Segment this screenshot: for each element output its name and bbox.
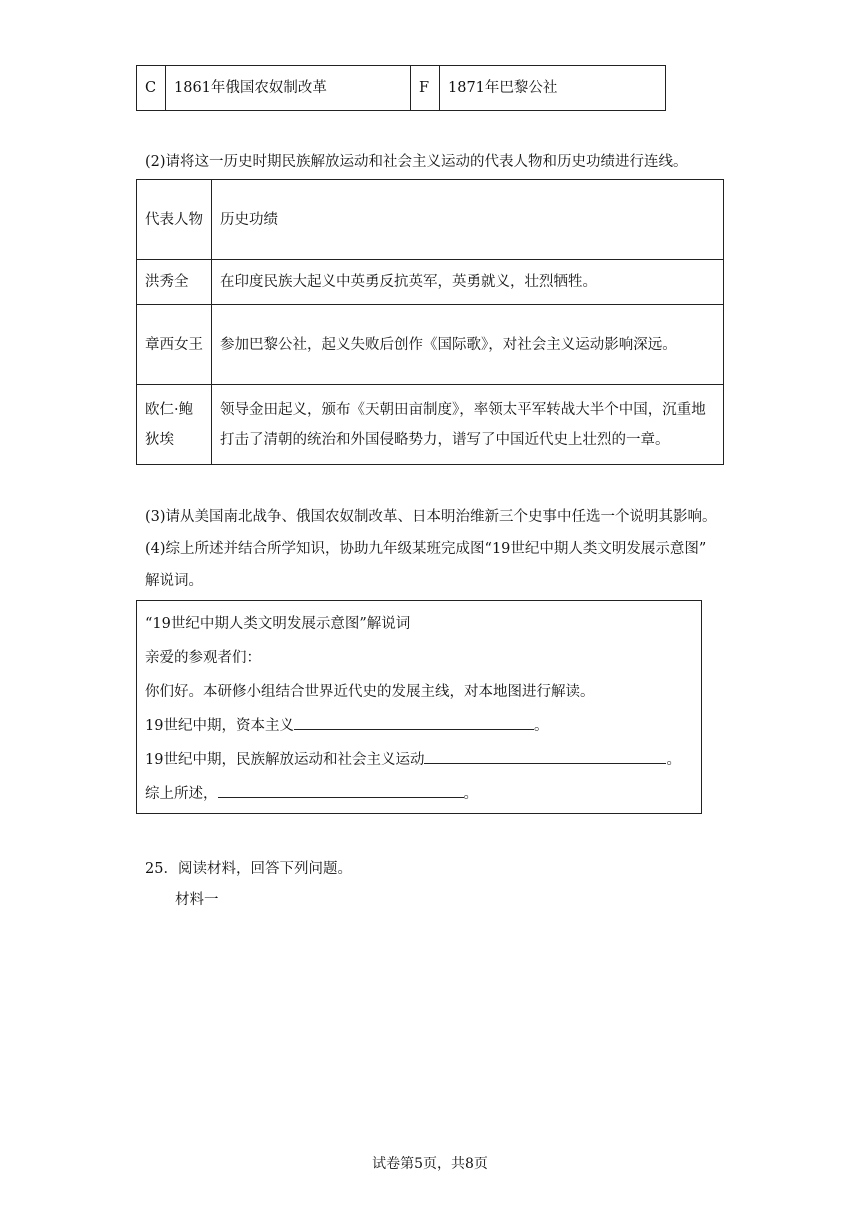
matching-table: [136, 179, 724, 465]
commentary-title: “19世纪中期人类文明发展示意图”解说词: [145, 616, 411, 632]
question-4-line2: 解说词。: [145, 573, 203, 589]
deed-cell: 在印度民族大起义中英勇反抗英军，英勇就义，壮烈牺牲。: [212, 260, 724, 305]
question-2-prompt: (2)请将这一历史时期民族解放运动和社会主义运动的代表人物和历史功绩进行连线。: [145, 154, 688, 170]
header-deed: 历史功绩: [212, 180, 724, 260]
person-cell: 欧仁·鲍狄埃: [137, 385, 212, 465]
commentary-summary-line: [145, 777, 693, 811]
commentary-movements-line: [145, 743, 693, 777]
person-cell: 洪秀全: [137, 260, 212, 305]
header-person: 代表人物: [137, 180, 212, 260]
question-25-stem: 25．阅读材料，回答下列问题。: [145, 861, 352, 877]
answer-blank-capitalism[interactable]: [294, 711, 534, 730]
commentary-box: [136, 600, 702, 814]
question-3: (3)请从美国南北战争、俄国农奴制改革、日本明治维新三个史事中任选一个说明其影响。: [145, 509, 717, 525]
commentary-intro: 你们好。本研修小组结合世界近代史的发展主线，对本地图进行解读。: [145, 684, 595, 700]
period: 。: [463, 786, 478, 802]
summary-label: 综上所述，: [145, 786, 218, 802]
deed-cell: 参加巴黎公社，起义失败后创作《国际歌》，对社会主义运动影响深远。: [212, 305, 724, 385]
material-1-label: 材料一: [175, 892, 219, 908]
question-4-line1: (4)综上所述并结合所学知识，协助九年级某班完成图“19世纪中期人类文明发展示意图”: [145, 541, 707, 557]
option-event-c: 1861年俄国农奴制改革: [166, 66, 411, 111]
period: 。: [533, 718, 549, 734]
capitalism-label: 19世纪中期，资本主义: [145, 718, 294, 734]
answer-blank-movements[interactable]: [424, 745, 666, 764]
option-letter-f: F: [411, 66, 440, 111]
commentary-greeting: 亲爱的参观者们：: [145, 650, 261, 666]
page-footer: 试卷第5页，共8页: [372, 1156, 488, 1172]
option-letter-c: C: [137, 66, 166, 111]
option-event-f: 1871年巴黎公社: [440, 66, 666, 111]
movements-label: 19世纪中期，民族解放运动和社会主义运动: [145, 752, 425, 768]
period: 。: [666, 752, 681, 768]
events-table-row: [136, 65, 666, 111]
deed-cell: 领导金田起义，颁布《天朝田亩制度》，率领太平军转战大半个中国，沉重地打击了清朝的统治和外国侵略势力，谱写了中国近代史上壮烈的一章。: [212, 385, 724, 465]
person-cell: 章西女王: [137, 305, 212, 385]
commentary-capitalism-line: [145, 709, 693, 743]
answer-blank-summary[interactable]: [218, 779, 464, 798]
